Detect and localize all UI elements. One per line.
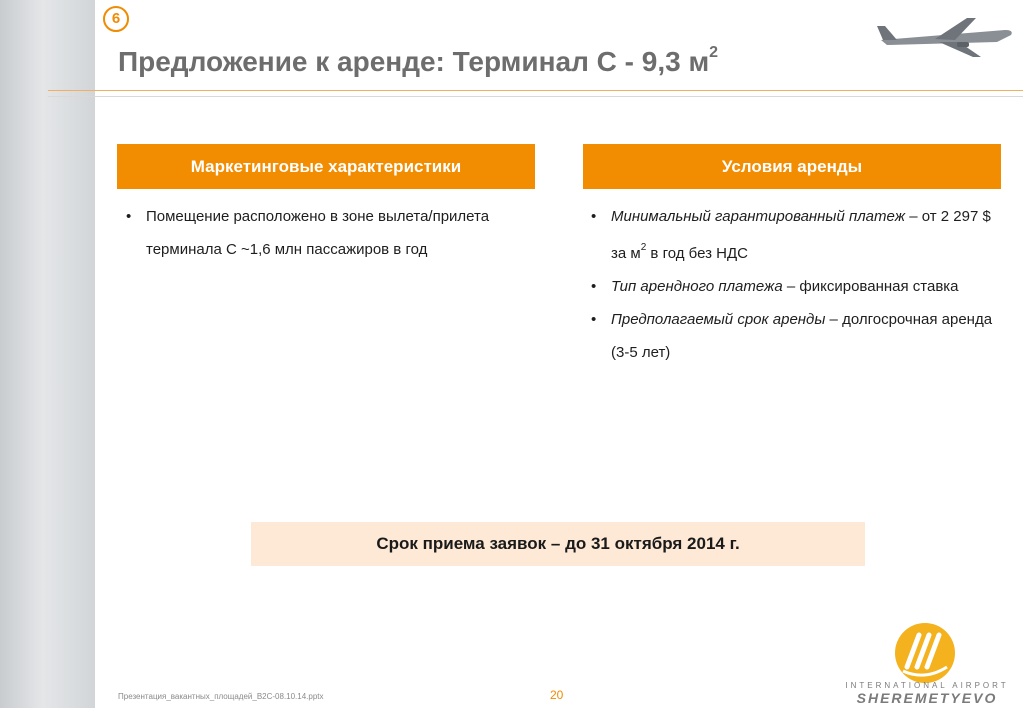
term-separator: – [905, 208, 922, 225]
title-underline-secondary [48, 96, 1023, 97]
rental-terms-header: Условия аренды [583, 144, 1001, 189]
list-item: • Помещение расположено в зоне вылета/прилета терминала С ~1,6 млн пассажиров в год [118, 200, 518, 266]
list-item [583, 303, 993, 369]
deadline-banner: Срок приема заявок – до 31 октября 2014 г. [251, 522, 865, 566]
logo-wordmark: SHEREMETYEVO [856, 690, 998, 706]
marketing-list [118, 200, 518, 266]
rental-terms-list [583, 200, 993, 369]
slide-title [118, 43, 719, 78]
footer-filename: Презентация_вакантных_площадей_B2C-08.10.14.pptx [118, 692, 324, 701]
term-value: фиксированная ставка [799, 278, 959, 295]
slide-title-text: Предложение к аренде: Терминал С - 9,3 м [118, 46, 710, 77]
sheremetyevo-logo-icon [893, 621, 957, 685]
slide-title-superscript: 2 [709, 43, 719, 61]
title-underline [48, 90, 1023, 91]
term-value-tail: в год без НДС [646, 245, 748, 262]
marketing-header: Маркетинговые характеристики [117, 144, 535, 189]
term-value: от 2 297 $ за м [611, 208, 991, 262]
page-number: 20 [550, 688, 564, 702]
airplane-icon [875, 12, 1015, 60]
term-separator: – [782, 278, 800, 295]
list-item [583, 270, 993, 303]
term-value-superscript: 2 [640, 242, 647, 253]
left-decorative-strip [0, 0, 95, 708]
term-separator: – [825, 311, 843, 328]
term-value: долгосрочная аренда (3-5 лет) [611, 311, 993, 361]
list-item [583, 200, 993, 270]
term-label: Тип арендного платежа [611, 278, 783, 295]
term-label: Предполагаемый срок аренды [611, 311, 826, 328]
logo-subtitle: INTERNATIONAL AIRPORT [845, 681, 1009, 690]
term-label: Минимальный гарантированный платеж [611, 208, 906, 225]
slide-number-badge: 6 [103, 6, 129, 32]
